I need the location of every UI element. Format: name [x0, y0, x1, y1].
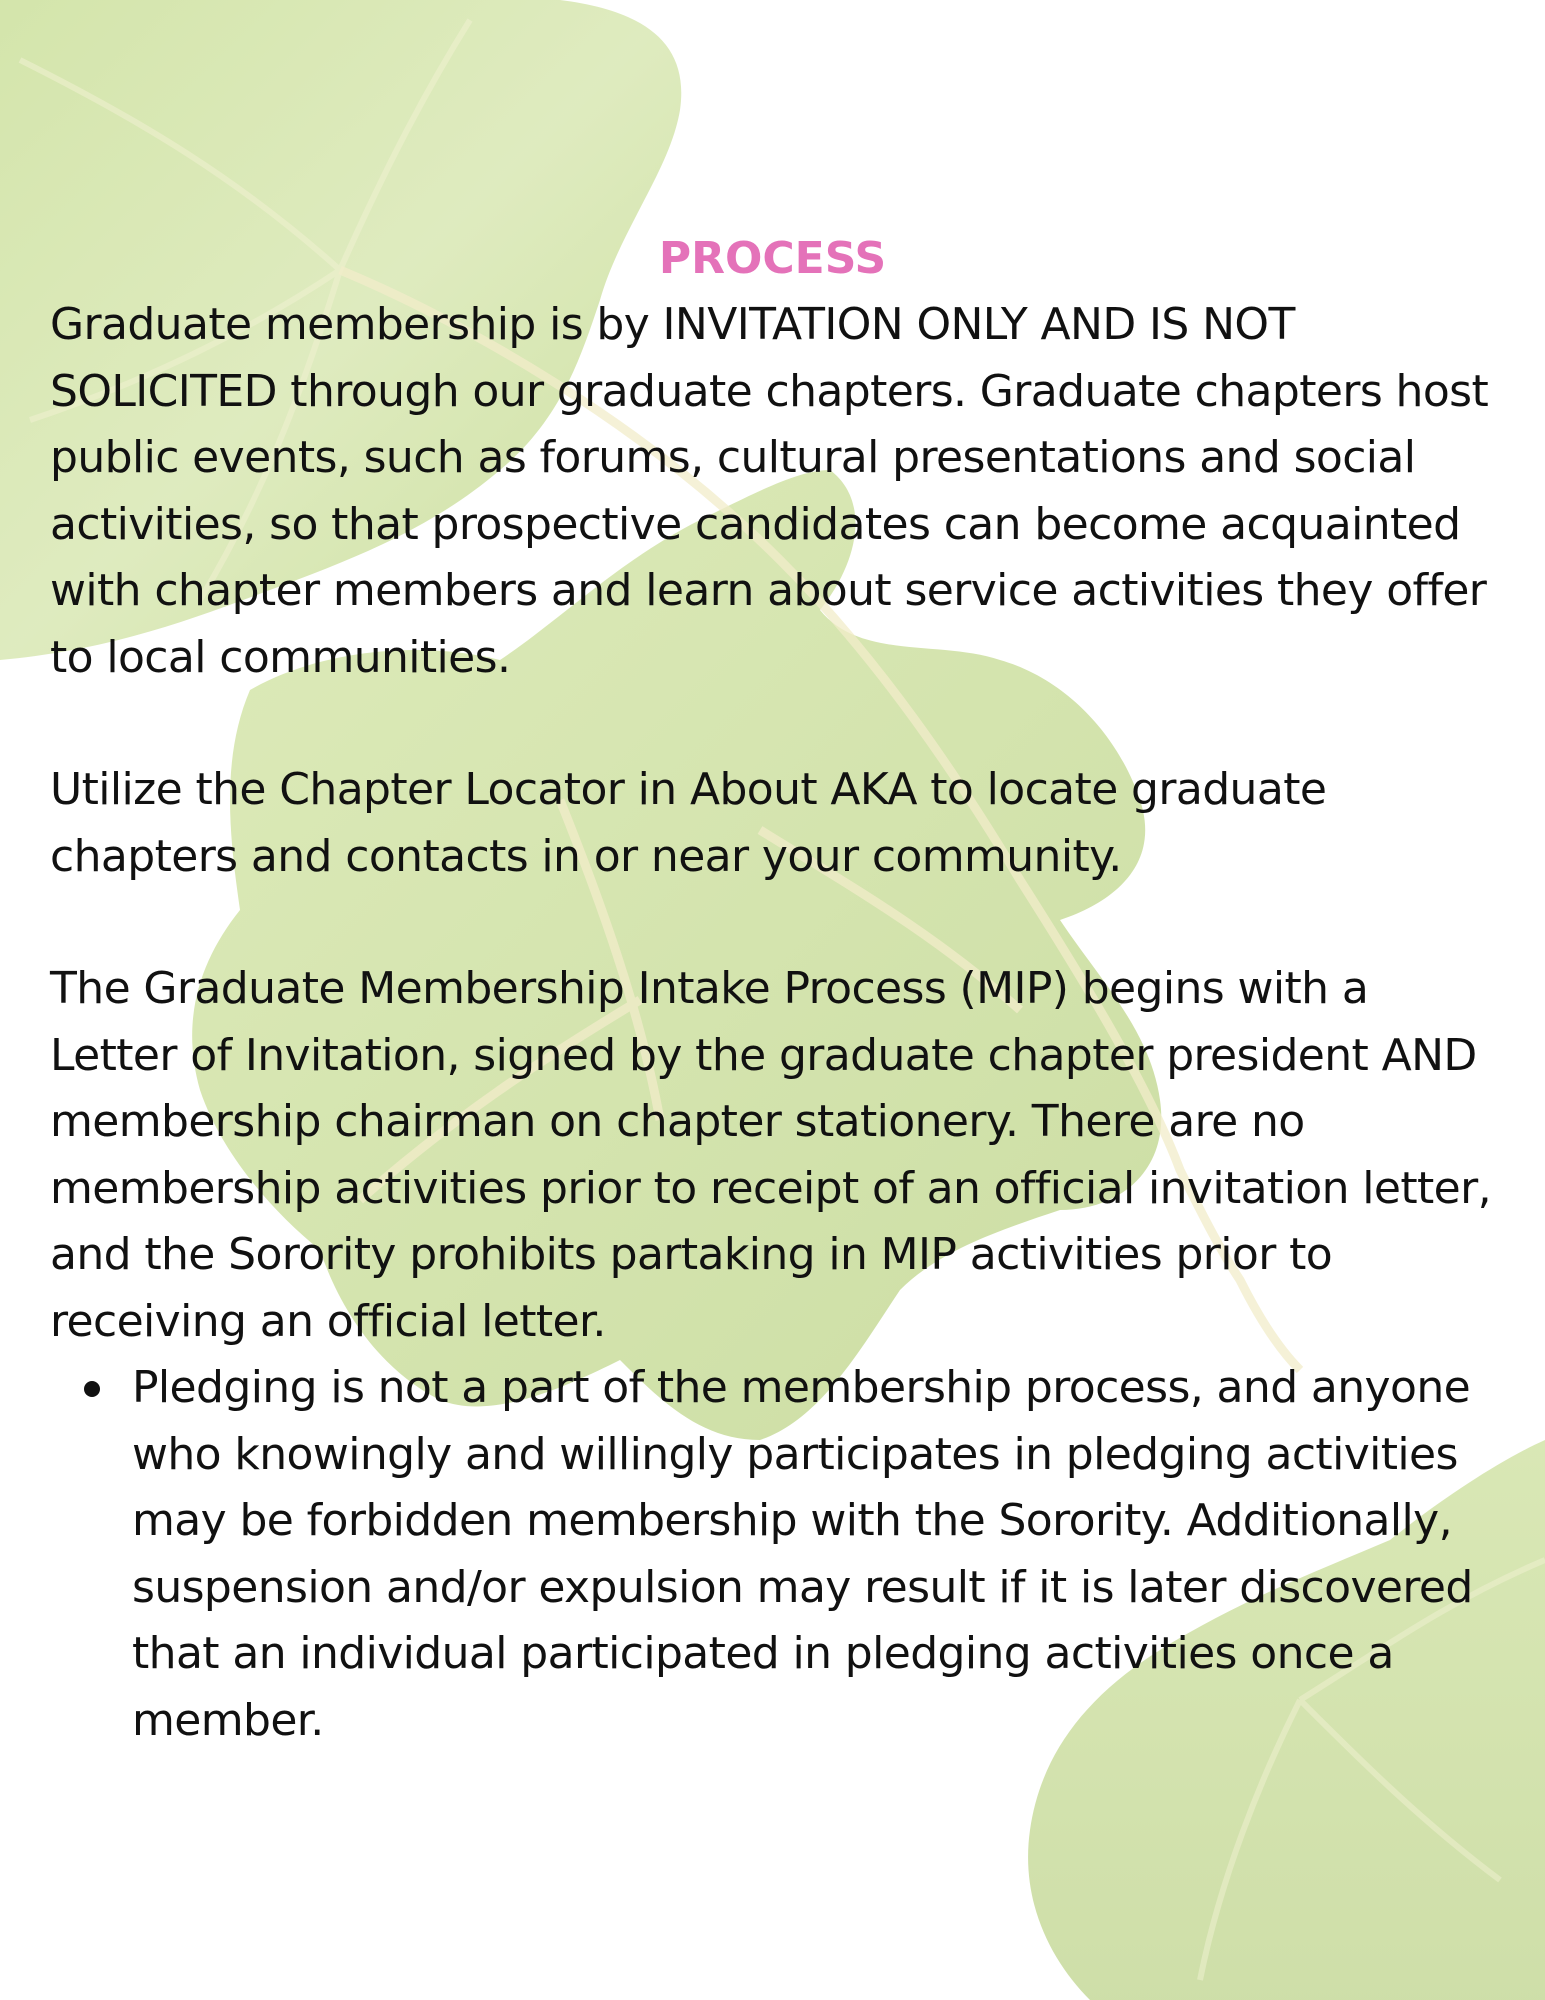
spacer: [50, 691, 1495, 757]
main-content: [50, 226, 1495, 1754]
spacer: [50, 890, 1495, 956]
bullet-icon: [84, 1381, 100, 1397]
list-item: [132, 1355, 1495, 1754]
paragraph-intake-process: The Graduate Membership Intake Process (MIP) begins with a Letter of Invitation, signed by the graduate chapter president AND membership chairman on chapter stationery. There are no membership activities prior to receipt of an official invitation letter, and the Sorority prohibits partaking in MIP activities prior to receiving an official letter.: [50, 963, 1491, 1347]
paragraph-chapter-locator: Utilize the Chapter Locator in About AKA to locate graduate chapters and contacts in or near your community.: [50, 764, 1327, 882]
paragraph-invitation-only: Graduate membership is by INVITATION ONLY AND IS NOT SOLICITED through our graduate chapters. Graduate chapters host public events, such as forums, cultural presentations and social activities, so that prospective candidates can become acquainted with chapter members and learn about service activities they offer to local communities.: [50, 299, 1489, 683]
bullet-list: [50, 1355, 1495, 1754]
bullet-text-pledging: Pledging is not a part of the membership process, and anyone who knowingly and willingly participates in pledging activities may be forbidden membership with the Sorority. Additionally, suspension and/or expulsion may result if it is later discovered that an individual participated in pledging activities once a member.: [132, 1362, 1473, 1746]
page-title: PROCESS: [658, 233, 887, 284]
